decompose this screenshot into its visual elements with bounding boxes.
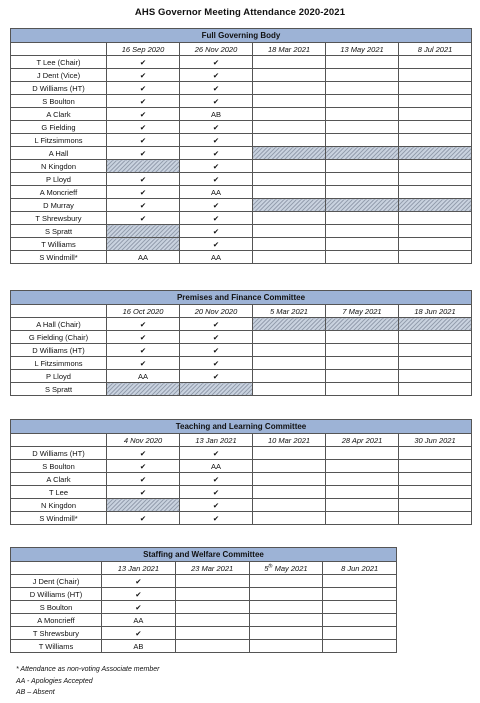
attended-tick: ✔ [180, 357, 253, 370]
empty-cell [253, 212, 326, 225]
table-row [11, 383, 472, 396]
header-blank [11, 562, 102, 575]
attended-tick: ✔ [180, 473, 253, 486]
absent: AB [102, 640, 176, 653]
table-row [11, 56, 472, 69]
not-applicable-cell [107, 499, 180, 512]
empty-cell [323, 614, 397, 627]
attended-tick: ✔ [180, 318, 253, 331]
not-applicable-cell [253, 147, 326, 160]
table-row [11, 186, 472, 199]
governor-name: A Moncrieff [11, 186, 107, 199]
empty-cell [249, 627, 323, 640]
empty-cell [323, 601, 397, 614]
attended-tick: ✔ [107, 512, 180, 525]
governor-name: A Clark [11, 108, 107, 121]
empty-cell [253, 56, 326, 69]
not-applicable-cell [399, 199, 472, 212]
empty-cell [399, 238, 472, 251]
table-row [11, 512, 472, 525]
table-row [11, 69, 472, 82]
not-applicable-cell [326, 147, 399, 160]
attended-tick: ✔ [107, 121, 180, 134]
empty-cell [399, 95, 472, 108]
not-applicable-cell [326, 318, 399, 331]
governor-name: D Williams (HT) [11, 588, 102, 601]
empty-cell [326, 82, 399, 95]
attended-tick: ✔ [107, 460, 180, 473]
empty-cell [399, 121, 472, 134]
attended-tick: ✔ [180, 134, 253, 147]
empty-cell [253, 512, 326, 525]
governor-name: A Clark [11, 473, 107, 486]
meeting-date: 5th May 2021 [249, 562, 323, 575]
meeting-date: 23 Mar 2021 [175, 562, 249, 575]
empty-cell [253, 95, 326, 108]
governor-name: J Dent (Vice) [11, 69, 107, 82]
footnote-aa: AA - Apologies Accepted [16, 677, 93, 685]
table-caption: Staffing and Welfare Committee [11, 548, 397, 562]
meeting-date: 18 Jun 2021 [399, 305, 472, 318]
apologies-accepted: AA [107, 251, 180, 264]
empty-cell [323, 640, 397, 653]
table-staffing-welfare [10, 547, 397, 653]
attended-tick: ✔ [107, 318, 180, 331]
table-row [11, 225, 472, 238]
empty-cell [399, 56, 472, 69]
governor-name: T Williams [11, 238, 107, 251]
table-row [11, 108, 472, 121]
empty-cell [253, 460, 326, 473]
governor-name: D Williams (HT) [11, 447, 107, 460]
meeting-date: 30 Jun 2021 [399, 434, 472, 447]
empty-cell [326, 95, 399, 108]
governor-name: P Lloyd [11, 173, 107, 186]
governor-name: L Fitzsimmons [11, 357, 107, 370]
empty-cell [253, 238, 326, 251]
governor-name: P Lloyd [11, 370, 107, 383]
empty-cell [399, 357, 472, 370]
attended-tick: ✔ [107, 447, 180, 460]
table-row [11, 460, 472, 473]
governor-name: S Spratt [11, 383, 107, 396]
apologies-accepted: AA [180, 251, 253, 264]
not-applicable-cell [180, 383, 253, 396]
empty-cell [399, 383, 472, 396]
empty-cell [399, 486, 472, 499]
empty-cell [323, 575, 397, 588]
empty-cell [253, 473, 326, 486]
empty-cell [399, 82, 472, 95]
attended-tick: ✔ [180, 82, 253, 95]
governor-name: D Williams (HT) [11, 82, 107, 95]
table-row [11, 601, 397, 614]
empty-cell [399, 69, 472, 82]
empty-cell [326, 225, 399, 238]
table-caption: Teaching and Learning Committee [11, 420, 472, 434]
apologies-accepted: AA [107, 370, 180, 383]
table-row [11, 473, 472, 486]
table-row [11, 121, 472, 134]
governor-name: N Kingdon [11, 160, 107, 173]
table-row [11, 370, 472, 383]
not-applicable-cell [326, 199, 399, 212]
governor-name: T Lee [11, 486, 107, 499]
attended-tick: ✔ [180, 370, 253, 383]
empty-cell [253, 383, 326, 396]
not-applicable-cell [253, 318, 326, 331]
meeting-date: 8 Jul 2021 [399, 43, 472, 56]
empty-cell [249, 614, 323, 627]
meeting-date: 13 Jan 2021 [102, 562, 176, 575]
table-teaching-learning [10, 419, 472, 525]
empty-cell [326, 56, 399, 69]
table-row [11, 640, 397, 653]
empty-cell [326, 499, 399, 512]
table-row [11, 318, 472, 331]
empty-cell [399, 173, 472, 186]
attended-tick: ✔ [107, 173, 180, 186]
empty-cell [326, 447, 399, 460]
attended-tick: ✔ [107, 344, 180, 357]
table-row [11, 588, 397, 601]
empty-cell [399, 370, 472, 383]
empty-cell [253, 160, 326, 173]
not-applicable-cell [107, 383, 180, 396]
attended-tick: ✔ [180, 499, 253, 512]
table-caption: Full Governing Body [11, 29, 472, 43]
apologies-accepted: AA [180, 460, 253, 473]
empty-cell [249, 601, 323, 614]
empty-cell [326, 238, 399, 251]
empty-cell [249, 640, 323, 653]
empty-cell [399, 512, 472, 525]
meeting-date: 16 Sep 2020 [107, 43, 180, 56]
governor-name: A Hall [11, 147, 107, 160]
attended-tick: ✔ [107, 199, 180, 212]
attended-tick: ✔ [180, 121, 253, 134]
attended-tick: ✔ [180, 160, 253, 173]
governor-name: T Shrewsbury [11, 212, 107, 225]
meeting-date: 13 Jan 2021 [180, 434, 253, 447]
empty-cell [399, 160, 472, 173]
attended-tick: ✔ [102, 575, 176, 588]
attended-tick: ✔ [107, 473, 180, 486]
attended-tick: ✔ [102, 588, 176, 601]
table-row [11, 357, 472, 370]
empty-cell [326, 486, 399, 499]
governor-name: A Moncrieff [11, 614, 102, 627]
empty-cell [253, 134, 326, 147]
empty-cell [326, 121, 399, 134]
empty-cell [253, 173, 326, 186]
attended-tick: ✔ [180, 56, 253, 69]
governor-name: D Murray [11, 199, 107, 212]
empty-cell [399, 251, 472, 264]
page-title: AHS Governor Meeting Attendance 2020-2021 [134, 7, 346, 18]
empty-cell [326, 357, 399, 370]
empty-cell [253, 225, 326, 238]
table-row [11, 499, 472, 512]
empty-cell [326, 251, 399, 264]
empty-cell [326, 160, 399, 173]
empty-cell [326, 212, 399, 225]
footnotes [16, 664, 159, 699]
table-row [11, 173, 472, 186]
not-applicable-cell [107, 238, 180, 251]
empty-cell [323, 588, 397, 601]
governor-name: A Hall (Chair) [11, 318, 107, 331]
attended-tick: ✔ [107, 147, 180, 160]
empty-cell [399, 134, 472, 147]
empty-cell [253, 499, 326, 512]
empty-cell [326, 134, 399, 147]
empty-cell [326, 383, 399, 396]
empty-cell [326, 512, 399, 525]
empty-cell [399, 344, 472, 357]
attended-tick: ✔ [107, 95, 180, 108]
meeting-date: 8 Jun 2021 [323, 562, 397, 575]
attended-tick: ✔ [102, 601, 176, 614]
meeting-date: 7 May 2021 [326, 305, 399, 318]
governor-name: D Williams (HT) [11, 344, 107, 357]
empty-cell [175, 588, 249, 601]
governor-name: J Dent (Chair) [11, 575, 102, 588]
attended-tick: ✔ [180, 147, 253, 160]
attended-tick: ✔ [180, 212, 253, 225]
empty-cell [253, 108, 326, 121]
apologies-accepted: AA [180, 186, 253, 199]
governor-name: L Fitzsimmons [11, 134, 107, 147]
footnote-associate: * Attendance as non-voting Associate member [16, 666, 160, 673]
attended-tick: ✔ [180, 512, 253, 525]
table-row [11, 486, 472, 499]
empty-cell [399, 499, 472, 512]
empty-cell [249, 575, 323, 588]
table-row [11, 575, 397, 588]
attended-tick: ✔ [180, 331, 253, 344]
table-row [11, 344, 472, 357]
attended-tick: ✔ [107, 486, 180, 499]
empty-cell [175, 640, 249, 653]
empty-cell [399, 186, 472, 199]
governor-name: T Shrewsbury [11, 627, 102, 640]
empty-cell [326, 173, 399, 186]
empty-cell [399, 460, 472, 473]
table-premises-finance [10, 290, 472, 396]
empty-cell [175, 575, 249, 588]
table-row [11, 614, 397, 627]
empty-cell [326, 460, 399, 473]
empty-cell [399, 473, 472, 486]
not-applicable-cell [107, 225, 180, 238]
meeting-date: 26 Nov 2020 [180, 43, 253, 56]
footnote-ab: AB – Absent [16, 689, 55, 696]
absent: AB [180, 108, 253, 121]
not-applicable-cell [399, 147, 472, 160]
header-blank [11, 434, 107, 447]
table-row [11, 447, 472, 460]
attended-tick: ✔ [180, 447, 253, 460]
meeting-date: 5 Mar 2021 [253, 305, 326, 318]
empty-cell [249, 588, 323, 601]
attended-tick: ✔ [102, 627, 176, 640]
table-caption: Premises and Finance Committee [11, 291, 472, 305]
attended-tick: ✔ [107, 186, 180, 199]
table-row [11, 331, 472, 344]
governor-name: G Fielding [11, 121, 107, 134]
attended-tick: ✔ [107, 56, 180, 69]
attended-tick: ✔ [180, 199, 253, 212]
attended-tick: ✔ [107, 212, 180, 225]
empty-cell [253, 186, 326, 199]
attended-tick: ✔ [107, 69, 180, 82]
empty-cell [253, 370, 326, 383]
table-row [11, 627, 397, 640]
empty-cell [323, 627, 397, 640]
empty-cell [326, 370, 399, 383]
attended-tick: ✔ [180, 344, 253, 357]
table-row [11, 199, 472, 212]
header-blank [11, 305, 107, 318]
empty-cell [253, 251, 326, 264]
table-row [11, 147, 472, 160]
attended-tick: ✔ [107, 331, 180, 344]
empty-cell [399, 331, 472, 344]
attended-tick: ✔ [180, 173, 253, 186]
table-row [11, 82, 472, 95]
empty-cell [399, 447, 472, 460]
attended-tick: ✔ [180, 225, 253, 238]
governor-name: S Boulton [11, 95, 107, 108]
empty-cell [253, 447, 326, 460]
governor-name: S Windmill* [11, 512, 107, 525]
table-row [11, 251, 472, 264]
empty-cell [326, 331, 399, 344]
table-full-governing-body [10, 28, 472, 264]
empty-cell [253, 344, 326, 357]
meeting-date: 10 Mar 2021 [253, 434, 326, 447]
empty-cell [253, 486, 326, 499]
meeting-date: 18 Mar 2021 [253, 43, 326, 56]
not-applicable-cell [399, 318, 472, 331]
apologies-accepted: AA [102, 614, 176, 627]
not-applicable-cell [253, 199, 326, 212]
governor-name: S Spratt [11, 225, 107, 238]
table-row [11, 238, 472, 251]
attended-tick: ✔ [180, 486, 253, 499]
empty-cell [399, 212, 472, 225]
governor-name: S Windmill* [11, 251, 107, 264]
meeting-date: 13 May 2021 [326, 43, 399, 56]
meeting-date: 20 Nov 2020 [180, 305, 253, 318]
empty-cell [253, 69, 326, 82]
governor-name: S Boulton [11, 460, 107, 473]
empty-cell [253, 82, 326, 95]
empty-cell [326, 186, 399, 199]
empty-cell [399, 108, 472, 121]
attended-tick: ✔ [180, 238, 253, 251]
governor-name: N Kingdon [11, 499, 107, 512]
table-row [11, 95, 472, 108]
empty-cell [326, 108, 399, 121]
empty-cell [253, 331, 326, 344]
meeting-date: 16 Oct 2020 [107, 305, 180, 318]
empty-cell [326, 344, 399, 357]
empty-cell [253, 121, 326, 134]
governor-name: T Williams [11, 640, 102, 653]
empty-cell [175, 614, 249, 627]
empty-cell [175, 601, 249, 614]
empty-cell [326, 69, 399, 82]
meeting-date: 4 Nov 2020 [107, 434, 180, 447]
not-applicable-cell [107, 160, 180, 173]
empty-cell [399, 225, 472, 238]
attended-tick: ✔ [107, 134, 180, 147]
table-row [11, 160, 472, 173]
table-row [11, 212, 472, 225]
attended-tick: ✔ [107, 82, 180, 95]
governor-name: S Boulton [11, 601, 102, 614]
table-row [11, 134, 472, 147]
governor-name: G Fielding (Chair) [11, 331, 107, 344]
attended-tick: ✔ [107, 108, 180, 121]
empty-cell [253, 357, 326, 370]
attended-tick: ✔ [180, 95, 253, 108]
governor-name: T Lee (Chair) [11, 56, 107, 69]
empty-cell [175, 627, 249, 640]
attended-tick: ✔ [180, 69, 253, 82]
attended-tick: ✔ [107, 357, 180, 370]
header-blank [11, 43, 107, 56]
empty-cell [326, 473, 399, 486]
meeting-date: 28 Apr 2021 [326, 434, 399, 447]
